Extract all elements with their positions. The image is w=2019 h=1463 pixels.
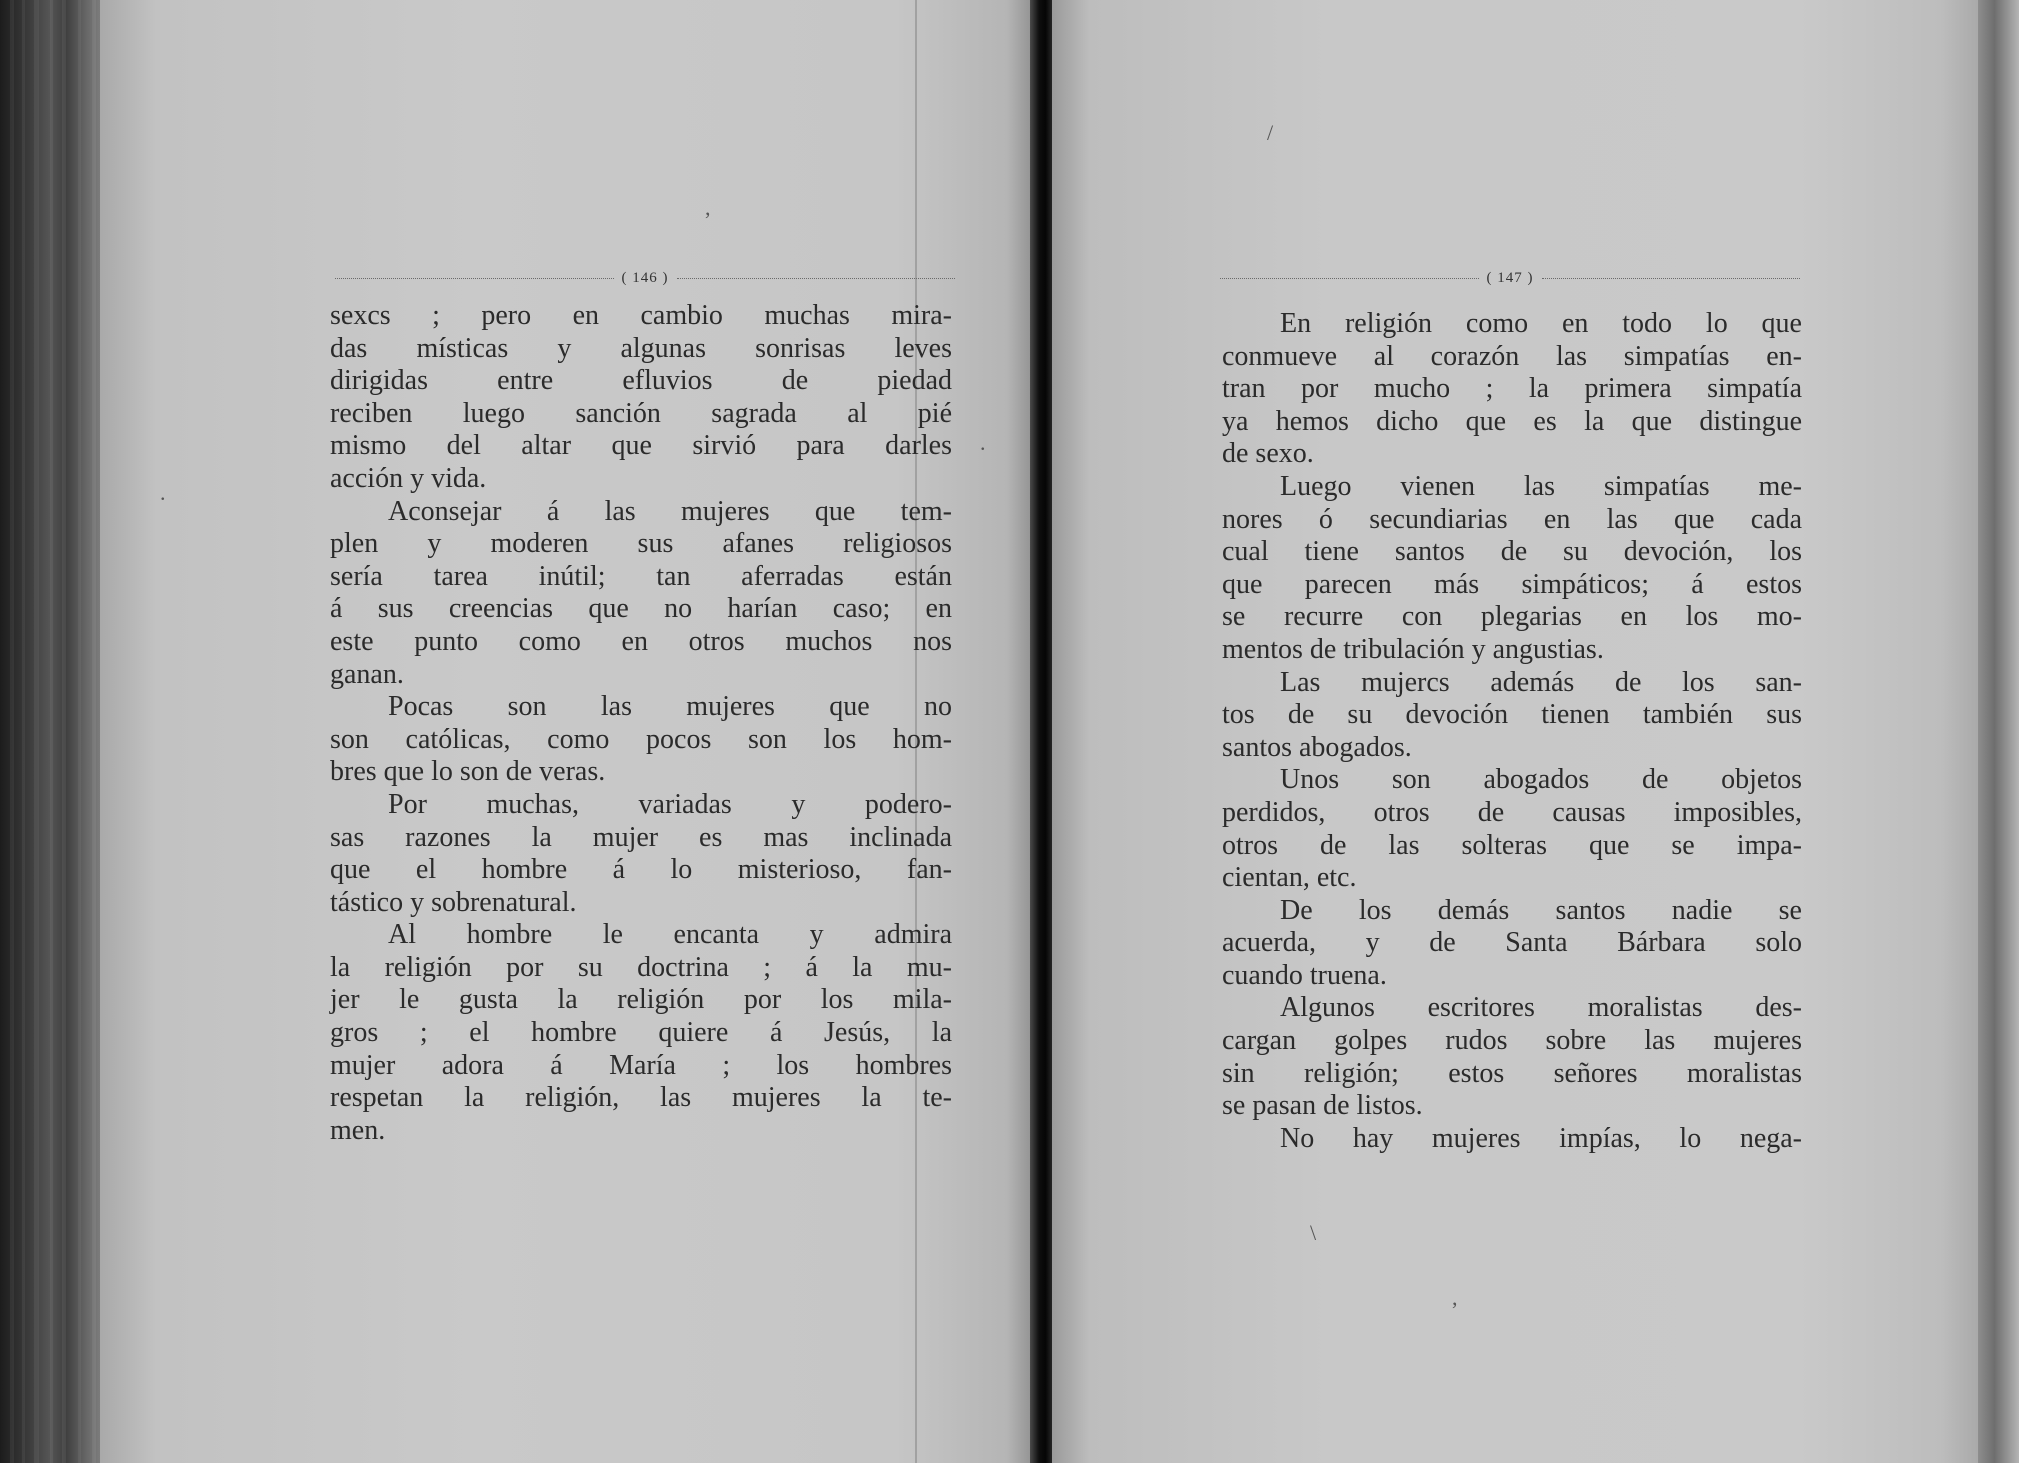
book-edge-left	[0, 0, 110, 1463]
text-line: acuerda, y de Santa Bárbara solo	[1222, 927, 1802, 959]
left-page-body	[330, 300, 952, 1147]
ink-speck: ,	[1452, 1285, 1458, 1310]
text-line: cargan golpes rudos sobre las mujeres	[1222, 1025, 1802, 1057]
header-rule-left	[335, 278, 614, 279]
right-page	[1052, 0, 1987, 1463]
ink-speck: ,	[705, 195, 711, 220]
text-line: acción y vida.	[330, 462, 487, 494]
text-line: santos abogados.	[1222, 731, 1412, 763]
left-page-header	[335, 268, 955, 288]
text-line: se pasan de listos.	[1222, 1090, 1423, 1122]
text-line: de sexo.	[1222, 438, 1314, 470]
ink-speck: .	[980, 430, 986, 455]
text-line: Las mujercs además de los san-	[1280, 666, 1802, 698]
text-line: son católicas, como pocos son los hom-	[330, 723, 952, 755]
text-line: Pocas son las mujeres que no	[388, 691, 952, 723]
left-page	[100, 0, 1035, 1463]
text-line: mentos de tribulación y angustias.	[1222, 633, 1604, 665]
text-line: sería tarea inútil; tan aferradas están	[330, 560, 952, 592]
text-line: plen y moderen sus afanes religiosos	[330, 528, 952, 560]
text-line: perdidos, otros de causas imposibles,	[1222, 796, 1802, 828]
text-line: la religión por su doctrina ; á la mu-	[330, 951, 952, 983]
ink-speck: /	[1267, 120, 1274, 145]
text-line: das místicas y algunas sonrisas leves	[330, 332, 952, 364]
text-line: sas razones la mujer es mas inclinada	[330, 821, 952, 853]
text-line: Unos son abogados de objetos	[1280, 764, 1802, 796]
text-line: ya hemos dicho que es la que distingue	[1222, 405, 1802, 437]
text-line: que parecen más simpáticos; á estos	[1222, 568, 1802, 600]
text-line: ganan.	[330, 658, 404, 690]
text-line: tos de su devoción tienen también sus	[1222, 699, 1802, 731]
text-line: Luego vienen las simpatías me-	[1280, 470, 1802, 502]
right-page-header	[1220, 268, 1800, 288]
text-line: respetan la religión, las mujeres la te-	[330, 1082, 952, 1114]
text-line: sin religión; estos señores moralistas	[1222, 1057, 1802, 1089]
text-line: conmueve al corazón las simpatías en-	[1222, 340, 1802, 372]
text-line: sexcs ; pero en cambio muchas mira-	[330, 300, 952, 331]
text-line: bres que lo son de veras.	[330, 756, 606, 788]
text-line: jer le gusta la religión por los mila-	[330, 984, 952, 1016]
text-line: tran por mucho ; la primera simpatía	[1222, 373, 1802, 405]
text-line: reciben luego sanción sagrada al pié	[330, 397, 952, 429]
text-line: cientan, etc.	[1222, 862, 1357, 894]
right-page-body	[1222, 308, 1802, 1155]
text-line: á sus creencias que no harían caso; en	[330, 593, 952, 625]
text-line: mismo del altar que sirvió para darles	[330, 430, 952, 462]
text-line: dirigidas entre efluvios de piedad	[330, 365, 952, 397]
text-line: mujer adora á María ; los hombres	[330, 1049, 952, 1081]
left-page-number: ( 146 )	[621, 269, 669, 286]
book-edge-right	[1978, 0, 2019, 1463]
text-line: Al hombre le encanta y admira	[388, 919, 952, 951]
text-line: tástico y sobrenatural.	[330, 886, 577, 918]
text-line: No hay mujeres impías, lo nega-	[1280, 1122, 1802, 1154]
ink-speck: .	[160, 480, 166, 505]
text-line: gros ; el hombre quiere á Jesús, la	[330, 1017, 952, 1049]
text-line: Aconsejar á las mujeres que tem-	[388, 495, 952, 527]
text-line: De los demás santos nadie se	[1280, 894, 1802, 926]
header-rule-right	[1542, 278, 1801, 279]
right-page-number: ( 147 )	[1486, 269, 1534, 286]
text-line: cuando truena.	[1222, 959, 1387, 991]
text-line: Por muchas, variadas y podero-	[388, 788, 952, 820]
text-line: cual tiene santos de su devoción, los	[1222, 536, 1802, 568]
text-line: nores ó secundiarias en las que cada	[1222, 503, 1802, 535]
header-rule-right	[677, 278, 956, 279]
ink-speck: \	[1310, 1220, 1317, 1245]
text-line: Algunos escritores moralistas des-	[1280, 992, 1802, 1024]
header-rule-left	[1220, 278, 1479, 279]
text-line: otros de las solteras que se impa-	[1222, 829, 1802, 861]
text-line: se recurre con plegarias en los mo-	[1222, 601, 1802, 633]
text-line: que el hombre á lo misterioso, fan-	[330, 854, 952, 886]
text-line: este punto como en otros muchos nos	[330, 625, 952, 657]
text-line: En religión como en todo lo que	[1280, 308, 1802, 339]
text-line: men.	[330, 1114, 386, 1146]
